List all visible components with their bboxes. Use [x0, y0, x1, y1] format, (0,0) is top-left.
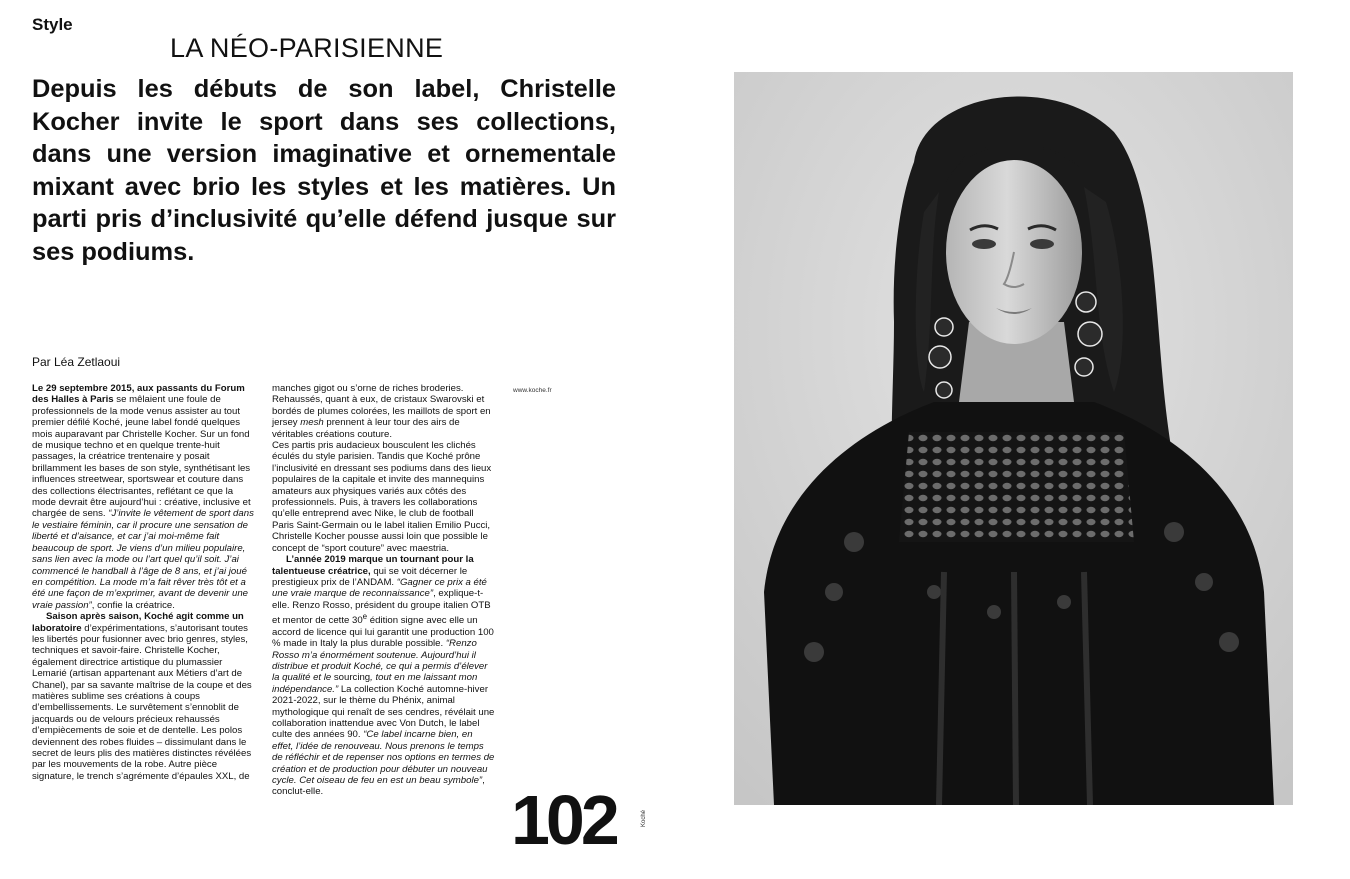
body-text: édition signe avec elle un accord de licence qui lui garantit une production 100 % made in Italy la plus durable possible.: [272, 615, 494, 650]
body-text: sourcing: [333, 672, 371, 684]
body-text: Ces partis pris audacieux bousculent les clichés éculés du style parisien. Tandis que Koché prône l’inclusivité en dressant ses podiums dans des lieux populaires de la capitale et invite des mannequins amateurs aux physiques variés aux côtés des professionnels. Puis, à travers les collaborations qu’elle entreprend avec Nike, le club de football Paris Saint-Germain ou le label italien Emilio Pucci, Christelle Kocher pousse aussi loin que possible le concept de “sport couture” avec maestria.: [272, 440, 492, 554]
text-column-2: [272, 383, 496, 798]
paragraph: [32, 611, 256, 782]
lead-in: Saison après saison, Koché agit comme un laboratoire: [32, 611, 244, 634]
lead-in: L’année 2019 marque un tournant pour la talentueuse créatrice,: [272, 554, 474, 577]
section-label: Style: [32, 15, 73, 34]
article-title: LA NÉO-PARISIENNE: [170, 33, 444, 63]
body-text: d’expérimentations, s’autorisant toutes les libertés pour fusionner avec brio genres, styles, techniques et savoir-faire. Christelle Kocher, également directrice artistique du plumassier Lemarié (artisan appartenant aux Métiers d’art de Chanel), par sa savante maîtrise de la coupe et des matières sublime ses créations à coups d’embellissements. Le survêtement s’ennoblit de jacquards ou de velours précieux rehaussés d’empiècements de soie et de dentelle. Les polos deviennent des robes fluides – dissimulant dans le secret de leurs plis des matières distinctes révélées par les mouvements de la robe. Autre pièce signature, le trench s’agrémente d’épaules XXL, de: [32, 622, 252, 782]
quote: “Renzo Rosso m’a énormément soutenue. Aujourd’hui il distribue et produit Koché, ce qui a permis d’élever la qualité et le: [272, 638, 488, 684]
photo-credit: Koché: [641, 809, 647, 827]
byline: Par Léa Zetlaoui: [32, 355, 121, 369]
body-text: qui se voit décerner le prestigieux prix de l’ANDAM.: [272, 565, 468, 588]
lead-in: Le 29 septembre 2015, aux passants du Forum des Halles à Paris: [32, 383, 245, 406]
body-text: prennent à leur tour des airs de véritables créations couture.: [272, 417, 460, 440]
body-text: , explique-t-elle. Renzo Rosso, président du groupe italien OTB et mentor de cette 30: [272, 588, 491, 627]
text-column-1: [32, 383, 256, 782]
paragraph: [272, 383, 496, 440]
paragraph: [272, 440, 496, 554]
portrait-photo: [734, 72, 1293, 805]
body-text: , conclut-elle.: [272, 775, 485, 798]
portrait-illustration: [734, 72, 1293, 805]
website-url: www.koche.fr: [513, 387, 552, 394]
page-number: 102: [511, 781, 616, 859]
body-text: La collection Koché automne-hiver 2021-2022, sur le thème du Phénix, animal mythologique qui renaît de ses cendres, révélait une collaboration inattendue avec Von Dutch, le label culte des années 90.: [272, 683, 495, 741]
superscript: e: [362, 612, 368, 622]
paragraph: [32, 383, 256, 611]
quote: “Ce label incarne bien, en effet, l’idée de renouveau. Nous prenons le temps de réfléchir et de repenser nos options en termes de création et de production pour débuter un nouveau cycle. Cet oiseau de feu en est un beau symbole”: [272, 729, 495, 786]
emphasis: mesh: [300, 417, 324, 429]
quote: , tout en me laissant mon indépendance.”: [272, 672, 478, 695]
body-text: manches gigot ou s’orne de riches broderies. Rehaussés, quant à eux, de cristaux Swarovski et bordés de plumes colorées, les maillots de sport en jersey: [272, 383, 491, 429]
quote: “J’invite le vêtement de sport dans le vestiaire féminin, car il procure une sensation de liberté et d’aisance, et car j’ai moi-même fait beaucoup de sport. Je viens d’un milieu populaire, sans lien avec la mode ou l’art quel qu’il soit. J’ai commencé le handball à l’âge de 8 ans, et j’ai joué en compétition. La mode m’a fait rêver très tôt et a été une façon de m’exprimer, avant de devenir une vraie passion”: [32, 508, 254, 611]
paragraph: [272, 554, 496, 798]
quote: “Gagner ce prix a été une vraie marque de reconnaissance”: [272, 576, 487, 600]
standfirst: Depuis les débuts de son label, Christelle Kocher invite le sport dans ses collections, dans une version imaginative et ornementale mixant avec brio les styles et les matières. Un parti pris d’inclusivité qu’elle défend jusque sur ses podiums.: [32, 75, 616, 266]
body-text: se mêlaient une foule de professionnels de la mode venus assister au tout premier défilé Koché, jeune label fondé quelques mois auparavant par Christelle Kocher. Sur un fond de musique techno et en quelque trente-huit passages, la créatrice trentenaire y posait brillamment les bases de son style, synthétisant les influences streetwear, sportswear et couture dans des collections électrisantes, reflétant ce que la mode devrait être aujourd’hui : créative, inclusive et chargée de sens.: [32, 394, 251, 520]
body-text: , confie la créatrice.: [91, 599, 175, 611]
